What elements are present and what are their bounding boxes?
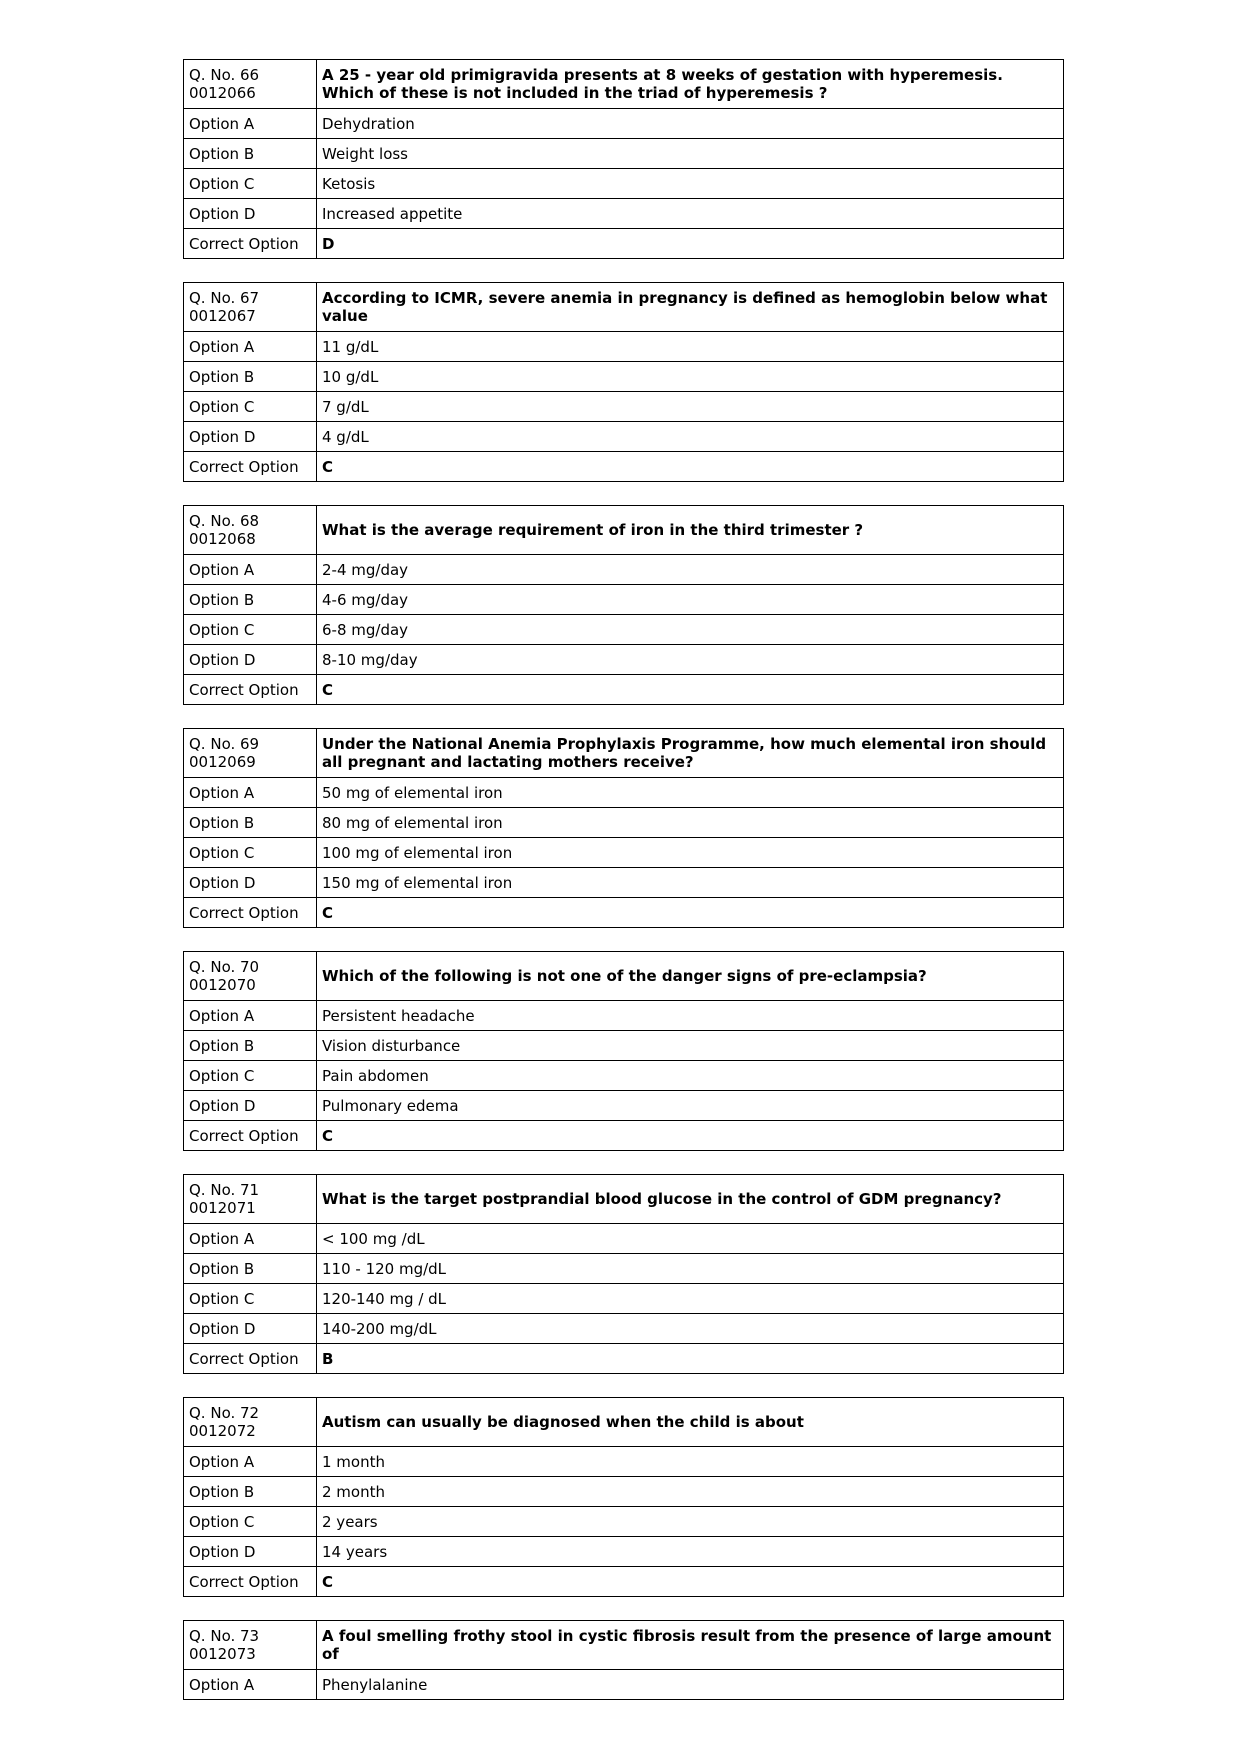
question-code: 0012069 bbox=[189, 753, 256, 771]
option-label: Option B bbox=[184, 1031, 317, 1061]
option-row bbox=[184, 332, 1064, 362]
question-code: 0012067 bbox=[189, 307, 256, 325]
correct-option-value: C bbox=[317, 675, 1064, 705]
option-label: Option C bbox=[184, 1284, 317, 1314]
option-value: 1 month bbox=[317, 1447, 1064, 1477]
option-row bbox=[184, 645, 1064, 675]
option-value: Increased appetite bbox=[317, 199, 1064, 229]
question-table bbox=[183, 505, 1064, 705]
correct-option-row bbox=[184, 1567, 1064, 1597]
option-label: Option D bbox=[184, 1091, 317, 1121]
option-row bbox=[184, 1447, 1064, 1477]
question-code: 0012071 bbox=[189, 1199, 256, 1217]
option-row bbox=[184, 778, 1064, 808]
option-label: Option A bbox=[184, 778, 317, 808]
option-row bbox=[184, 422, 1064, 452]
option-value: 6-8 mg/day bbox=[317, 615, 1064, 645]
option-label: Option D bbox=[184, 645, 317, 675]
option-value: 2 years bbox=[317, 1507, 1064, 1537]
option-label: Option B bbox=[184, 1477, 317, 1507]
question-code: 0012072 bbox=[189, 1422, 256, 1440]
question-header-row bbox=[184, 506, 1064, 555]
correct-option-value: C bbox=[317, 1121, 1064, 1151]
option-label: Option A bbox=[184, 1447, 317, 1477]
question-text: Autism can usually be diagnosed when the child is about bbox=[317, 1398, 1064, 1447]
correct-option-value: C bbox=[317, 452, 1064, 482]
option-row bbox=[184, 868, 1064, 898]
option-label: Option C bbox=[184, 392, 317, 422]
question-table bbox=[183, 1174, 1064, 1374]
option-label: Option A bbox=[184, 555, 317, 585]
question-number-cell bbox=[184, 952, 317, 1001]
option-value: 150 mg of elemental iron bbox=[317, 868, 1064, 898]
option-label: Option D bbox=[184, 1537, 317, 1567]
question-table bbox=[183, 728, 1064, 928]
option-row bbox=[184, 1031, 1064, 1061]
question-text: A 25 - year old primigravida presents at 8 weeks of gestation with hyperemesis. Which of these is not included in the triad of hyperemesis ? bbox=[317, 60, 1064, 109]
correct-option-row bbox=[184, 229, 1064, 259]
question-text: What is the target postprandial blood glucose in the control of GDM pregnancy? bbox=[317, 1175, 1064, 1224]
option-label: Option B bbox=[184, 139, 317, 169]
question-header-row bbox=[184, 729, 1064, 778]
option-row bbox=[184, 1091, 1064, 1121]
option-value: Phenylalanine bbox=[317, 1670, 1064, 1700]
option-row bbox=[184, 362, 1064, 392]
correct-option-value: C bbox=[317, 898, 1064, 928]
question-number: Q. No. 69 bbox=[189, 735, 260, 753]
correct-option-label: Correct Option bbox=[184, 229, 317, 259]
correct-option-row bbox=[184, 675, 1064, 705]
question-number-cell bbox=[184, 1621, 317, 1670]
option-row bbox=[184, 169, 1064, 199]
option-row bbox=[184, 1507, 1064, 1537]
correct-option-label: Correct Option bbox=[184, 675, 317, 705]
option-row bbox=[184, 139, 1064, 169]
question-table bbox=[183, 951, 1064, 1151]
option-row bbox=[184, 808, 1064, 838]
question-sheet bbox=[183, 59, 1063, 1723]
question-number-cell bbox=[184, 1398, 317, 1447]
question-table bbox=[183, 282, 1064, 482]
question-number: Q. No. 73 bbox=[189, 1627, 260, 1645]
question-number-cell bbox=[184, 506, 317, 555]
question-number: Q. No. 72 bbox=[189, 1404, 260, 1422]
question-text: Which of the following is not one of the danger signs of pre-eclampsia? bbox=[317, 952, 1064, 1001]
correct-option-row bbox=[184, 1121, 1064, 1151]
option-row bbox=[184, 1224, 1064, 1254]
option-value: 120-140 mg / dL bbox=[317, 1284, 1064, 1314]
question-code: 0012066 bbox=[189, 84, 256, 102]
question-text: A foul smelling frothy stool in cystic fibrosis result from the presence of large amount of bbox=[317, 1621, 1064, 1670]
question-header-row bbox=[184, 952, 1064, 1001]
option-value: < 100 mg /dL bbox=[317, 1224, 1064, 1254]
option-label: Option C bbox=[184, 838, 317, 868]
option-label: Option D bbox=[184, 422, 317, 452]
correct-option-value: B bbox=[317, 1344, 1064, 1374]
option-row bbox=[184, 109, 1064, 139]
question-number-cell bbox=[184, 1175, 317, 1224]
option-value: Vision disturbance bbox=[317, 1031, 1064, 1061]
question-code: 0012068 bbox=[189, 530, 256, 548]
option-row bbox=[184, 1670, 1064, 1700]
option-label: Option C bbox=[184, 615, 317, 645]
question-number: Q. No. 70 bbox=[189, 958, 260, 976]
option-value: 4 g/dL bbox=[317, 422, 1064, 452]
option-value: 7 g/dL bbox=[317, 392, 1064, 422]
option-value: Dehydration bbox=[317, 109, 1064, 139]
question-number: Q. No. 68 bbox=[189, 512, 260, 530]
option-label: Option C bbox=[184, 1061, 317, 1091]
option-row bbox=[184, 555, 1064, 585]
question-header-row bbox=[184, 1175, 1064, 1224]
option-value: Pain abdomen bbox=[317, 1061, 1064, 1091]
option-value: 11 g/dL bbox=[317, 332, 1064, 362]
question-text: What is the average requirement of iron in the third trimester ? bbox=[317, 506, 1064, 555]
question-table bbox=[183, 59, 1064, 259]
correct-option-value: D bbox=[317, 229, 1064, 259]
option-row bbox=[184, 1254, 1064, 1284]
option-row bbox=[184, 1314, 1064, 1344]
option-row bbox=[184, 1477, 1064, 1507]
question-number-cell bbox=[184, 729, 317, 778]
option-row bbox=[184, 585, 1064, 615]
correct-option-row bbox=[184, 1344, 1064, 1374]
correct-option-label: Correct Option bbox=[184, 1344, 317, 1374]
option-row bbox=[184, 199, 1064, 229]
option-value: 4-6 mg/day bbox=[317, 585, 1064, 615]
option-label: Option A bbox=[184, 1001, 317, 1031]
question-text: Under the National Anemia Prophylaxis Programme, how much elemental iron should all pregnant and lactating mothers receive? bbox=[317, 729, 1064, 778]
option-label: Option B bbox=[184, 585, 317, 615]
option-label: Option A bbox=[184, 109, 317, 139]
question-number-cell bbox=[184, 60, 317, 109]
correct-option-label: Correct Option bbox=[184, 898, 317, 928]
question-number-cell bbox=[184, 283, 317, 332]
question-number: Q. No. 67 bbox=[189, 289, 260, 307]
option-value: 2 month bbox=[317, 1477, 1064, 1507]
option-value: 14 years bbox=[317, 1537, 1064, 1567]
option-label: Option C bbox=[184, 1507, 317, 1537]
option-value: Ketosis bbox=[317, 169, 1064, 199]
option-value: 100 mg of elemental iron bbox=[317, 838, 1064, 868]
option-row bbox=[184, 392, 1064, 422]
option-label: Option B bbox=[184, 808, 317, 838]
option-value: Persistent headache bbox=[317, 1001, 1064, 1031]
option-label: Option B bbox=[184, 362, 317, 392]
question-number: Q. No. 66 bbox=[189, 66, 260, 84]
correct-option-value: C bbox=[317, 1567, 1064, 1597]
option-row bbox=[184, 1061, 1064, 1091]
question-header-row bbox=[184, 1621, 1064, 1670]
option-value: 50 mg of elemental iron bbox=[317, 778, 1064, 808]
option-label: Option C bbox=[184, 169, 317, 199]
question-table bbox=[183, 1620, 1064, 1700]
option-value: 140-200 mg/dL bbox=[317, 1314, 1064, 1344]
question-header-row bbox=[184, 1398, 1064, 1447]
option-label: Option D bbox=[184, 199, 317, 229]
question-header-row bbox=[184, 283, 1064, 332]
option-row bbox=[184, 1001, 1064, 1031]
option-value: Weight loss bbox=[317, 139, 1064, 169]
option-value: Pulmonary edema bbox=[317, 1091, 1064, 1121]
option-label: Option D bbox=[184, 1314, 317, 1344]
correct-option-label: Correct Option bbox=[184, 1121, 317, 1151]
option-label: Option A bbox=[184, 1224, 317, 1254]
question-code: 0012073 bbox=[189, 1645, 256, 1663]
correct-option-row bbox=[184, 898, 1064, 928]
option-label: Option A bbox=[184, 332, 317, 362]
option-value: 2-4 mg/day bbox=[317, 555, 1064, 585]
option-row bbox=[184, 1284, 1064, 1314]
option-value: 8-10 mg/day bbox=[317, 645, 1064, 675]
question-code: 0012070 bbox=[189, 976, 256, 994]
question-text: According to ICMR, severe anemia in pregnancy is defined as hemoglobin below what value bbox=[317, 283, 1064, 332]
correct-option-label: Correct Option bbox=[184, 1567, 317, 1597]
correct-option-row bbox=[184, 452, 1064, 482]
option-value: 80 mg of elemental iron bbox=[317, 808, 1064, 838]
option-row bbox=[184, 838, 1064, 868]
option-label: Option B bbox=[184, 1254, 317, 1284]
option-row bbox=[184, 615, 1064, 645]
question-table bbox=[183, 1397, 1064, 1597]
correct-option-label: Correct Option bbox=[184, 452, 317, 482]
question-number: Q. No. 71 bbox=[189, 1181, 260, 1199]
option-value: 10 g/dL bbox=[317, 362, 1064, 392]
question-header-row bbox=[184, 60, 1064, 109]
option-label: Option D bbox=[184, 868, 317, 898]
option-label: Option A bbox=[184, 1670, 317, 1700]
option-value: 110 - 120 mg/dL bbox=[317, 1254, 1064, 1284]
option-row bbox=[184, 1537, 1064, 1567]
